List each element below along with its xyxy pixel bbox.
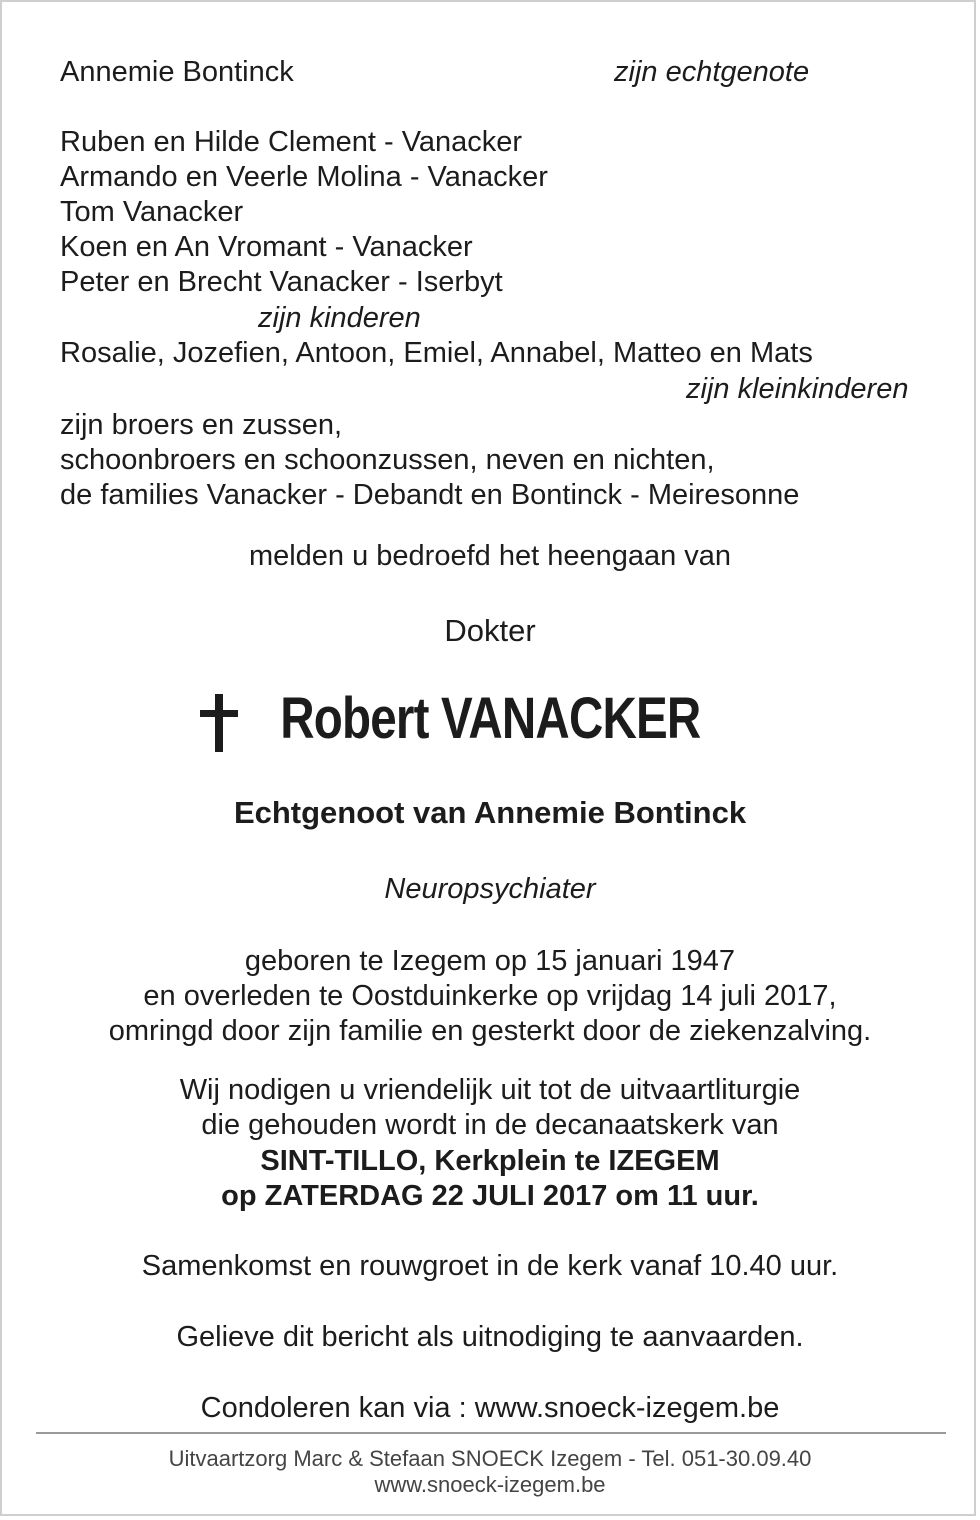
notice: Gelieve dit bericht als uitnodiging te aanvaarden. (176, 1321, 804, 1353)
announcement: melden u bedroefd het heengaan van (248, 540, 732, 572)
child-line: Ruben en Hilde Clement - Vanacker (60, 126, 523, 158)
details-line: en overleden te Oostduinkerke op vrijdag 14 juli 2017, (143, 980, 837, 1012)
invitation-line: die gehouden wordt in de decanaatskerk van (201, 1109, 779, 1141)
service-place: SINT-TILLO, Kerkplein te IZEGEM (260, 1145, 720, 1177)
child-line: Armando en Veerle Molina - Vanacker (60, 161, 548, 193)
details-line: geboren te Izegem op 15 januari 1947 (244, 945, 736, 977)
spouse-name: Annemie Bontinck (60, 56, 294, 88)
grandchildren-line: Rosalie, Jozefien, Antoon, Emiel, Annabel, Matteo en Mats (60, 337, 813, 369)
condolences: Condoleren kan via : www.snoeck-izegem.be (200, 1392, 780, 1424)
footer-website: www.snoeck-izegem.be (374, 1472, 606, 1497)
footer-divider (36, 1432, 946, 1434)
deceased-title: Dokter (444, 613, 536, 648)
deceased-profession: Neuropsychiater (384, 873, 596, 905)
child-line: Tom Vanacker (60, 196, 244, 228)
gathering: Samenkomst en rouwgroet in de kerk vanaf 10.40 uur. (141, 1250, 839, 1282)
children-role: zijn kinderen (258, 302, 421, 334)
invitation-line: Wij nodigen u vriendelijk uit tot de uitvaartliturgie (179, 1074, 801, 1106)
family-line: schoonbroers en schoonzussen, neven en nichten, (60, 444, 715, 476)
deceased-name: Robert VANACKER (280, 686, 701, 751)
family-line: zijn broers en zussen, (60, 409, 343, 441)
child-line: Peter en Brecht Vanacker - Iserbyt (60, 266, 503, 298)
grandchildren-role: zijn kleinkinderen (686, 373, 909, 405)
child-line: Koen en An Vromant - Vanacker (60, 231, 473, 263)
family-line: de families Vanacker - Debandt en Bontinck - Meiresonne (60, 479, 800, 511)
details-line: omringd door zijn familie en gesterkt door de ziekenzalving. (108, 1015, 872, 1047)
service-time: op ZATERDAG 22 JULI 2017 om 11 uur. (221, 1180, 759, 1212)
spouse-role: zijn echtgenote (614, 56, 810, 88)
footer-company: Uitvaartzorg Marc & Stefaan SNOECK Izegem - Tel. 051-30.09.40 (168, 1446, 812, 1471)
deceased-spouse-line: Echtgenoot van Annemie Bontinck (233, 795, 747, 830)
